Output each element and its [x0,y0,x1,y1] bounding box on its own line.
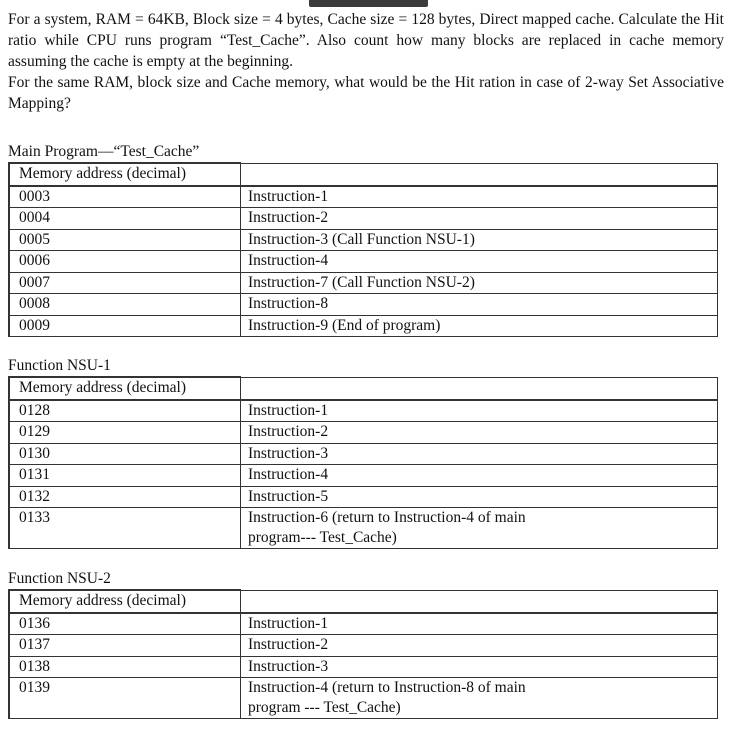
instruction-cell: Instruction-1 [241,186,718,208]
instruction-cell: Instruction-4 (return to Instruction-8 of main program --- Test_Cache) [241,678,718,719]
instruction-cell: Instruction-8 [241,294,718,316]
instruction-cell: Instruction-9 (End of program) [241,315,718,337]
top-scroll-handle [309,0,428,7]
table-header-row [9,163,718,186]
table-row [9,400,718,422]
address-cell: 0132 [9,486,241,508]
address-column-header: Memory address (decimal) [9,590,241,613]
instruction-cell: Instruction-1 [241,613,718,635]
nsu1-table [8,376,718,549]
instruction-cell: Instruction-3 [241,443,718,465]
address-cell: 0009 [9,315,241,337]
instruction-cell: Instruction-5 [241,486,718,508]
table-row [9,315,718,337]
instruction-cell: Instruction-3 [241,656,718,678]
table-row [9,508,718,549]
address-cell: 0005 [9,229,241,251]
instruction-column-header [241,377,718,400]
address-cell: 0006 [9,251,241,273]
instruction-cell: Instruction-4 [241,251,718,273]
address-cell: 0129 [9,422,241,444]
table-row [9,465,718,487]
address-cell: 0128 [9,400,241,422]
table-row [9,678,718,719]
nsu2-title: Function NSU-2 [8,570,111,587]
address-cell: 0130 [9,443,241,465]
instruction-cell: Instruction-6 (return to Instruction-4 of main program--- Test_Cache) [241,508,718,549]
table-row [9,613,718,635]
table-row [9,443,718,465]
main-program-table [8,162,718,337]
instruction-cell: Instruction-2 [241,422,718,444]
address-cell: 0008 [9,294,241,316]
address-cell: 0137 [9,635,241,657]
table-header-row [9,590,718,613]
table-header-row [9,377,718,400]
table-row [9,635,718,657]
address-cell: 0131 [9,465,241,487]
table-row [9,186,718,208]
address-cell: 0138 [9,656,241,678]
instruction-cell: Instruction-3 (Call Function NSU-1) [241,229,718,251]
address-column-header: Memory address (decimal) [9,163,241,186]
address-cell: 0139 [9,678,241,719]
address-cell: 0133 [9,508,241,549]
instruction-cell: Instruction-4 [241,465,718,487]
problem-paragraph-1: For a system, RAM = 64KB, Block size = 4 bytes, Cache size = 128 bytes, Direct mapped cache. Calculate the Hit ratio while CPU runs program “Test_Cache”. Also count how many blocks are replaced in cache memory assuming the cache is empty at the beginning. [8,11,724,70]
instruction-cell: Instruction-2 [241,635,718,657]
address-cell: 0136 [9,613,241,635]
address-cell: 0007 [9,272,241,294]
instruction-cell: Instruction-2 [241,208,718,230]
nsu1-title: Function NSU-1 [8,357,111,374]
problem-statement [8,9,724,114]
instruction-column-header [241,163,718,186]
address-cell: 0004 [9,208,241,230]
main-program-title: Main Program—“Test_Cache” [8,143,200,160]
table-row [9,486,718,508]
table-row [9,656,718,678]
table-row [9,422,718,444]
table-row [9,229,718,251]
instruction-column-header [241,590,718,613]
address-column-header: Memory address (decimal) [9,377,241,400]
table-row [9,272,718,294]
table-row [9,251,718,273]
instruction-cell: Instruction-1 [241,400,718,422]
nsu2-table [8,589,718,719]
instruction-cell: Instruction-7 (Call Function NSU-2) [241,272,718,294]
problem-paragraph-2: For the same RAM, block size and Cache memory, what would be the Hit ration in case of 2-way Set Associative Mapping? [8,74,724,112]
address-cell: 0003 [9,186,241,208]
table-row [9,294,718,316]
table-row [9,208,718,230]
